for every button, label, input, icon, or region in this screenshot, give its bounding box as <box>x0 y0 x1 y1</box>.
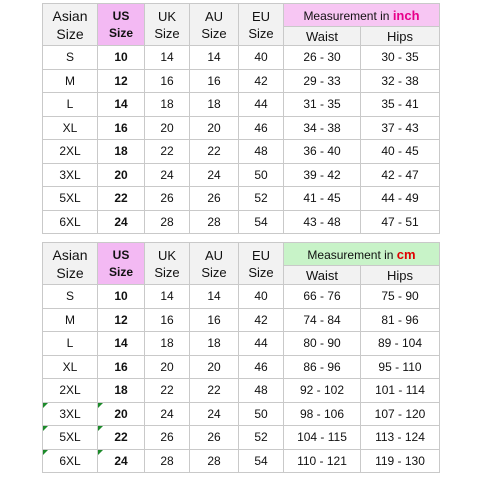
us-size-cell: 22 <box>98 187 145 211</box>
us-size-cell: 14 <box>98 332 145 356</box>
table-row <box>43 308 440 332</box>
waist-cell: 110 - 121 <box>284 449 361 473</box>
au-size-header <box>190 243 239 285</box>
eu-header-label: EU <box>251 247 271 263</box>
uk-size-cell: 16 <box>145 308 190 332</box>
table-row <box>43 426 440 450</box>
uk-size-header <box>145 4 190 46</box>
us-size-cell: 24 <box>98 449 145 473</box>
size-header-label: Size <box>154 25 180 41</box>
table-row <box>43 187 440 211</box>
au-size-cell: 28 <box>190 210 239 234</box>
waist-header: Waist <box>284 266 361 285</box>
hips-cell: 40 - 45 <box>361 140 440 164</box>
eu-size-cell: 44 <box>239 332 284 356</box>
waist-cell: 43 - 48 <box>284 210 361 234</box>
waist-cell: 92 - 102 <box>284 379 361 403</box>
size-header-label: Size <box>56 264 84 281</box>
hips-cell: 47 - 51 <box>361 210 440 234</box>
uk-size-cell: 20 <box>145 116 190 140</box>
uk-size-header <box>145 243 190 285</box>
measurement-prefix: Measurement in <box>303 8 393 23</box>
asian-size-header <box>43 4 98 46</box>
asian-size-cell: XL <box>43 355 98 379</box>
au-size-cell: 14 <box>190 46 239 70</box>
us-size-cell: 20 <box>98 163 145 187</box>
asian-size-cell: 3XL <box>43 163 98 187</box>
au-size-cell: 18 <box>190 93 239 117</box>
us-size-cell: 22 <box>98 426 145 450</box>
us-size-cell: 16 <box>98 355 145 379</box>
table-row <box>43 285 440 309</box>
au-size-header <box>190 4 239 46</box>
table-row <box>43 449 440 473</box>
table-row <box>43 379 440 403</box>
asian-size-cell: 5XL <box>43 426 98 450</box>
size-header-label: Size <box>108 25 133 40</box>
uk-size-cell: 28 <box>145 449 190 473</box>
uk-size-cell: 16 <box>145 69 190 93</box>
eu-size-cell: 52 <box>239 426 284 450</box>
waist-cell: 66 - 76 <box>284 285 361 309</box>
uk-header-label: UK <box>157 8 177 24</box>
hips-header: Hips <box>361 27 440 46</box>
table-row <box>43 402 440 426</box>
asian-size-cell: XL <box>43 116 98 140</box>
hips-cell: 35 - 41 <box>361 93 440 117</box>
eu-size-cell: 48 <box>239 140 284 164</box>
table-row <box>43 140 440 164</box>
uk-size-cell: 28 <box>145 210 190 234</box>
asian-header-label: Asian <box>52 246 88 263</box>
uk-size-cell: 20 <box>145 355 190 379</box>
au-size-cell: 16 <box>190 69 239 93</box>
au-size-cell: 26 <box>190 187 239 211</box>
waist-cell: 86 - 96 <box>284 355 361 379</box>
eu-size-header <box>239 4 284 46</box>
eu-size-cell: 46 <box>239 116 284 140</box>
hips-cell: 113 - 124 <box>361 426 440 450</box>
us-size-cell: 18 <box>98 379 145 403</box>
table-row <box>43 332 440 356</box>
hips-cell: 107 - 120 <box>361 402 440 426</box>
eu-size-cell: 40 <box>239 46 284 70</box>
size-header-label: Size <box>154 264 180 280</box>
hips-cell: 89 - 104 <box>361 332 440 356</box>
au-size-cell: 22 <box>190 140 239 164</box>
eu-size-cell: 42 <box>239 69 284 93</box>
eu-size-cell: 50 <box>239 402 284 426</box>
au-header-label: AU <box>204 8 224 24</box>
au-size-cell: 18 <box>190 332 239 356</box>
us-size-cell: 10 <box>98 46 145 70</box>
measurement-prefix: Measurement in <box>307 247 397 262</box>
au-size-cell: 26 <box>190 426 239 450</box>
us-size-cell: 18 <box>98 140 145 164</box>
hips-cell: 44 - 49 <box>361 187 440 211</box>
eu-size-cell: 44 <box>239 93 284 117</box>
table-row <box>43 69 440 93</box>
hips-cell: 37 - 43 <box>361 116 440 140</box>
size-header-label: Size <box>248 264 274 280</box>
waist-cell: 29 - 33 <box>284 69 361 93</box>
eu-size-cell: 50 <box>239 163 284 187</box>
eu-size-cell: 42 <box>239 308 284 332</box>
uk-size-cell: 18 <box>145 332 190 356</box>
eu-header-label: EU <box>251 8 271 24</box>
eu-size-cell: 40 <box>239 285 284 309</box>
table-row <box>43 93 440 117</box>
cm-table-body <box>43 285 440 473</box>
asian-header-label: Asian <box>52 7 88 24</box>
us-size-header <box>98 243 145 285</box>
size-chart-cm <box>42 242 440 473</box>
au-size-cell: 20 <box>190 355 239 379</box>
uk-size-cell: 18 <box>145 93 190 117</box>
waist-cell: 39 - 42 <box>284 163 361 187</box>
hips-cell: 81 - 96 <box>361 308 440 332</box>
asian-size-cell: 3XL <box>43 402 98 426</box>
eu-size-cell: 46 <box>239 355 284 379</box>
au-header-label: AU <box>204 247 224 263</box>
waist-cell: 80 - 90 <box>284 332 361 356</box>
waist-cell: 34 - 38 <box>284 116 361 140</box>
asian-size-cell: M <box>43 308 98 332</box>
uk-size-cell: 22 <box>145 140 190 164</box>
asian-size-cell: 2XL <box>43 140 98 164</box>
inch-table-body <box>43 46 440 234</box>
measurement-unit-inch: inch <box>392 7 420 23</box>
hips-cell: 101 - 114 <box>361 379 440 403</box>
eu-size-cell: 54 <box>239 449 284 473</box>
hips-cell: 42 - 47 <box>361 163 440 187</box>
size-header-label: Size <box>201 264 227 280</box>
asian-size-cell: S <box>43 285 98 309</box>
uk-size-cell: 22 <box>145 379 190 403</box>
measurement-inch-header <box>284 4 440 27</box>
measurement-unit-cm: cm <box>396 246 416 262</box>
hips-cell: 95 - 110 <box>361 355 440 379</box>
uk-header-label: UK <box>157 247 177 263</box>
hips-cell: 32 - 38 <box>361 69 440 93</box>
table-row <box>43 46 440 70</box>
us-size-cell: 16 <box>98 116 145 140</box>
us-size-cell: 20 <box>98 402 145 426</box>
au-size-cell: 14 <box>190 285 239 309</box>
asian-size-cell: 6XL <box>43 449 98 473</box>
us-header-label: US <box>112 247 130 262</box>
uk-size-cell: 26 <box>145 187 190 211</box>
waist-cell: 31 - 35 <box>284 93 361 117</box>
uk-size-cell: 24 <box>145 402 190 426</box>
size-header-label: Size <box>108 264 133 279</box>
us-size-cell: 24 <box>98 210 145 234</box>
asian-size-cell: S <box>43 46 98 70</box>
hips-cell: 75 - 90 <box>361 285 440 309</box>
au-size-cell: 16 <box>190 308 239 332</box>
size-header-label: Size <box>56 25 84 42</box>
au-size-cell: 24 <box>190 163 239 187</box>
us-size-cell: 12 <box>98 308 145 332</box>
asian-size-header <box>43 243 98 285</box>
table-row <box>43 355 440 379</box>
us-size-cell: 14 <box>98 93 145 117</box>
uk-size-cell: 14 <box>145 46 190 70</box>
hips-cell: 30 - 35 <box>361 46 440 70</box>
asian-size-cell: 2XL <box>43 379 98 403</box>
asian-size-cell: M <box>43 69 98 93</box>
au-size-cell: 28 <box>190 449 239 473</box>
table-row <box>43 163 440 187</box>
waist-cell: 26 - 30 <box>284 46 361 70</box>
size-header-label: Size <box>248 25 274 41</box>
asian-size-cell: L <box>43 332 98 356</box>
uk-size-cell: 14 <box>145 285 190 309</box>
table-row <box>43 210 440 234</box>
uk-size-cell: 26 <box>145 426 190 450</box>
eu-size-cell: 54 <box>239 210 284 234</box>
waist-cell: 36 - 40 <box>284 140 361 164</box>
us-size-cell: 10 <box>98 285 145 309</box>
waist-header: Waist <box>284 27 361 46</box>
waist-cell: 98 - 106 <box>284 402 361 426</box>
au-size-cell: 24 <box>190 402 239 426</box>
waist-cell: 104 - 115 <box>284 426 361 450</box>
us-size-cell: 12 <box>98 69 145 93</box>
us-header-label: US <box>112 8 130 23</box>
uk-size-cell: 24 <box>145 163 190 187</box>
asian-size-cell: L <box>43 93 98 117</box>
asian-size-cell: 6XL <box>43 210 98 234</box>
hips-header: Hips <box>361 266 440 285</box>
measurement-cm-header <box>284 243 440 266</box>
eu-size-cell: 48 <box>239 379 284 403</box>
size-header-label: Size <box>201 25 227 41</box>
eu-size-header <box>239 243 284 285</box>
hips-cell: 119 - 130 <box>361 449 440 473</box>
waist-cell: 41 - 45 <box>284 187 361 211</box>
au-size-cell: 20 <box>190 116 239 140</box>
size-chart-inch <box>42 3 440 234</box>
au-size-cell: 22 <box>190 379 239 403</box>
us-size-header <box>98 4 145 46</box>
waist-cell: 74 - 84 <box>284 308 361 332</box>
eu-size-cell: 52 <box>239 187 284 211</box>
asian-size-cell: 5XL <box>43 187 98 211</box>
table-row <box>43 116 440 140</box>
